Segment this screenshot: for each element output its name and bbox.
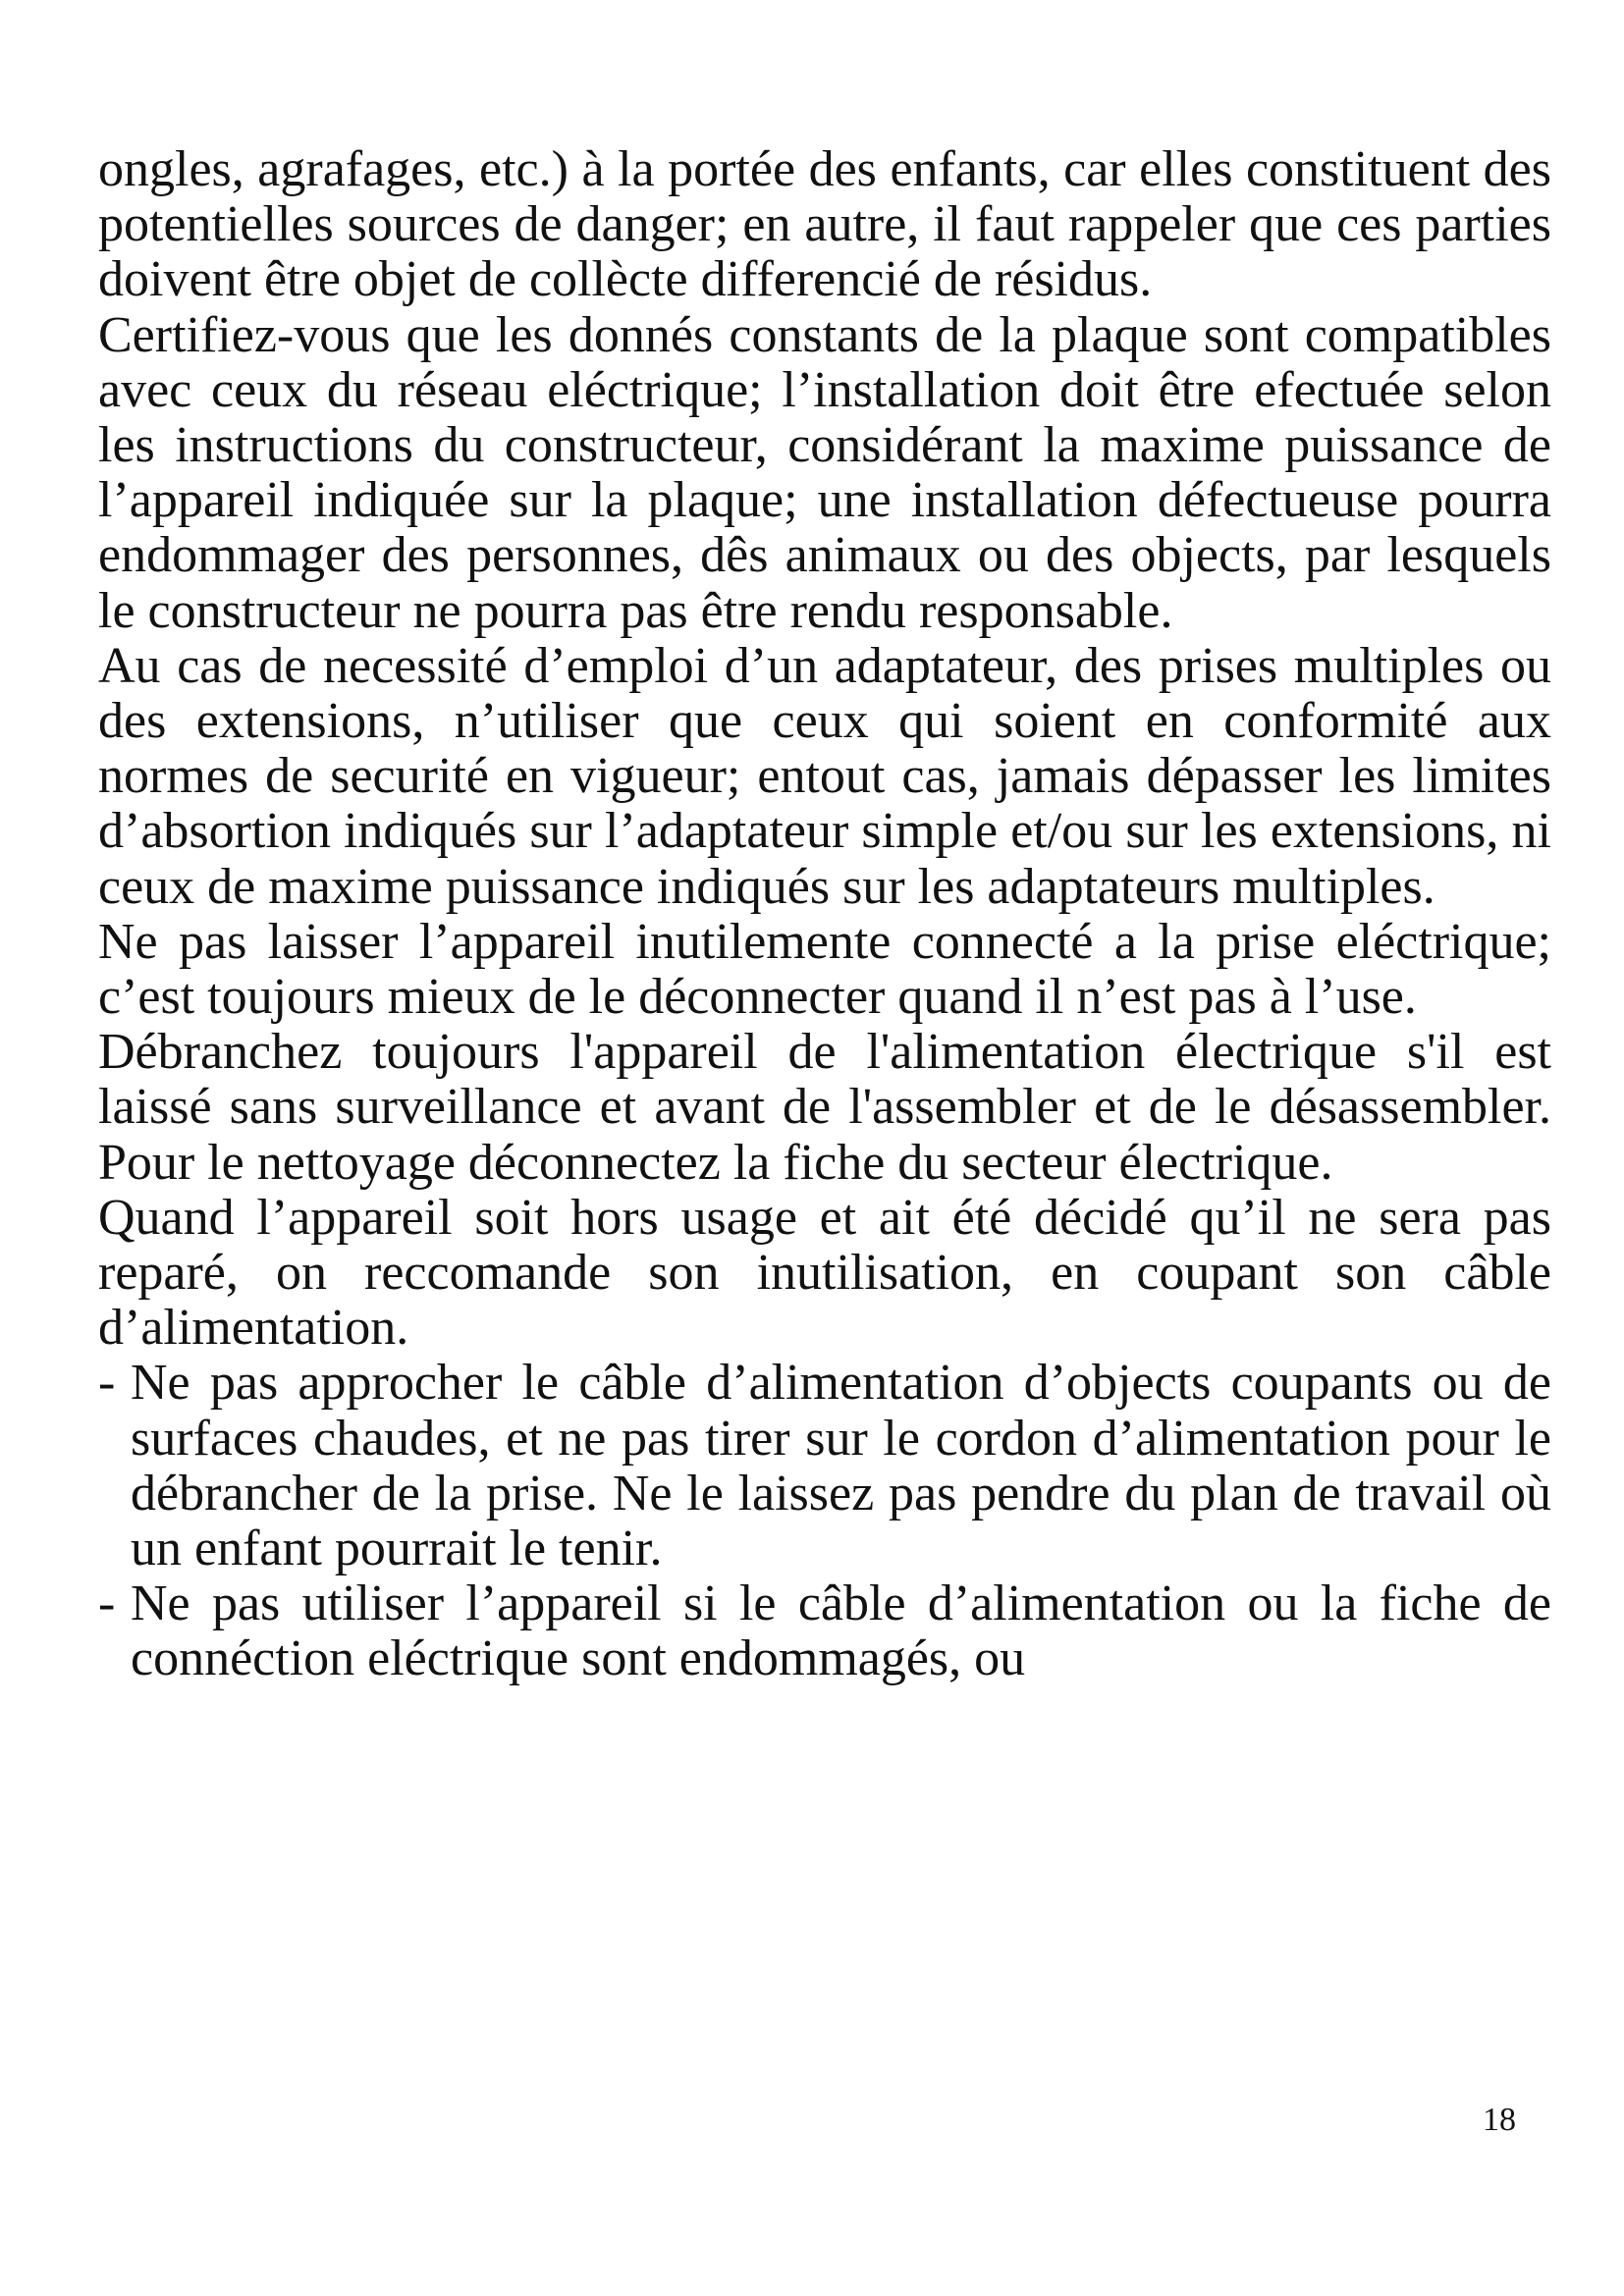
bullet-marker: - (98, 1575, 116, 1632)
bullet-marker: - (98, 1355, 116, 1412)
paragraph-unplug: Débranchez toujours l'appareil de l'alimentation électrique s'il est laissé sans surveillance et avant de l'assembler et de le désassembler. Pour le nettoyage déconnectez la fiche du secteur électrique. (98, 1024, 1551, 1191)
body-text (98, 142, 1551, 1687)
bullet-item (98, 1576, 1551, 1686)
bullet-text: Ne pas utiliser l’appareil si le câble d’alimentation ou la fiche de connéction eléctrique sont endommagés, ou (131, 1575, 1551, 1687)
paragraph-rating-plate: Certifiez-vous que les donnés constants de la plaque sont compatibles avec ceux du réseau eléctrique; l’installation doit être efectuée selon les instructions du constructeur, considérant la maxime puissance de l’appareil indiquée sur la plaque; une installation défectueuse pourra endommager des personnes, dês animaux ou des objects, par lesquels le constructeur ne pourra pas être rendu responsable. (98, 306, 1551, 639)
bullet-item (98, 1356, 1551, 1576)
page-number: 18 (1483, 2102, 1516, 2138)
bullet-text: Ne pas approcher le câble d’alimentation d’objects coupants ou de surfaces chaudes, et ne pas tirer sur le cordon d’alimentation pour le débrancher de la prise. Ne le laissez pas pendre du plan de travail où un enfant pourrait le tenir. (131, 1355, 1551, 1577)
paragraph-disposal: Quand l’appareil soit hors usage et ait été décidé qu’il ne sera pas reparé, on reccomande son inutilisation, en coupant son câble d’alimentation. (98, 1189, 1551, 1357)
paragraph-disconnect: Ne pas laisser l’appareil inutilemente connecté a la prise eléctrique; c’est toujours mieux de le déconnecter quand il n’est pas à l’use. (98, 913, 1551, 1026)
paragraph-children-safety: ongles, agrafages, etc.) à la portée des enfants, car elles constituent des potentielles sources de danger; en autre, il faut rappeler que ces parties doivent être objet de collècte differencié de résidus. (98, 141, 1551, 308)
paragraph-adapters: Au cas de necessité d’emploi d’un adaptateur, des prises multiples ou des extensions, n’utiliser que ceux qui soient en conformité aux normes de securité en vigueur; entout cas, jamais dépasser les limites d’absortion indiqués sur l’adaptateur simple et/ou sur les extensions, ni ceux de maxime puissance indiqués sur les adaptateurs multiples. (98, 637, 1551, 915)
